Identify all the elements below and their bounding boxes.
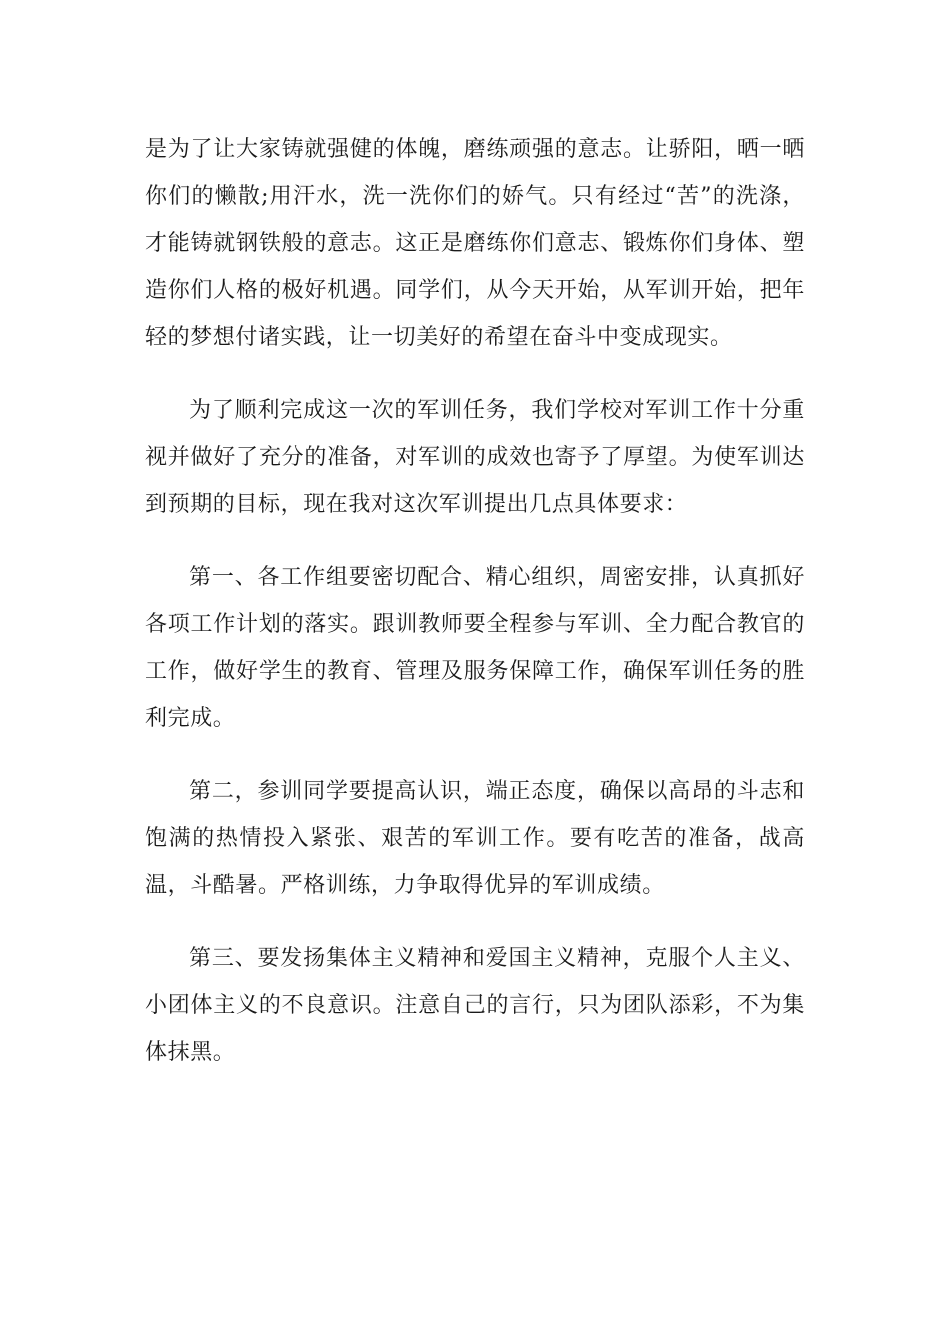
paragraph-requirement-1: 第一、各工作组要密切配合、精心组织，周密安排，认真抓好各项工作计划的落实。跟训教师要全程参与军训、全力配合教官的工作，做好学生的教育、管理及服务保障工作，确保军训任务的胜利完成。	[145, 565, 805, 731]
paragraph-intro-requirements: 为了顺利完成这一次的军训任务，我们学校对军训工作十分重视并做好了充分的准备，对军训的成效也寄予了厚望。为使军训达到预期的目标，现在我对这次军训提出几点具体要求：	[145, 398, 805, 517]
document-body	[145, 126, 805, 1102]
paragraph-continuation: 是为了让大家铸就强健的体魄，磨练顽强的意志。让骄阳，晒一晒你们的懒散;用汗水，洗一洗你们的娇气。只有经过“苦”的洗涤，才能铸就钢铁般的意志。这正是磨练你们意志、锻炼你们身体、塑造你们人格的极好机遇。同学们，从今天开始，从军训开始，把年轻的梦想付诸实践，让一切美好的希望在奋斗中变成现实。	[145, 137, 805, 350]
paragraph-requirement-2: 第二，参训同学要提高认识，端正态度，确保以高昂的斗志和饱满的热情投入紧张、艰苦的军训工作。要有吃苦的准备，战高温，斗酷暑。严格训练，力争取得优异的军训成绩。	[145, 779, 805, 898]
paragraph-requirement-3: 第三、要发扬集体主义精神和爱国主义精神，克服个人主义、小团体主义的不良意识。注意自己的言行，只为团队添彩，不为集体抹黑。	[145, 946, 805, 1065]
